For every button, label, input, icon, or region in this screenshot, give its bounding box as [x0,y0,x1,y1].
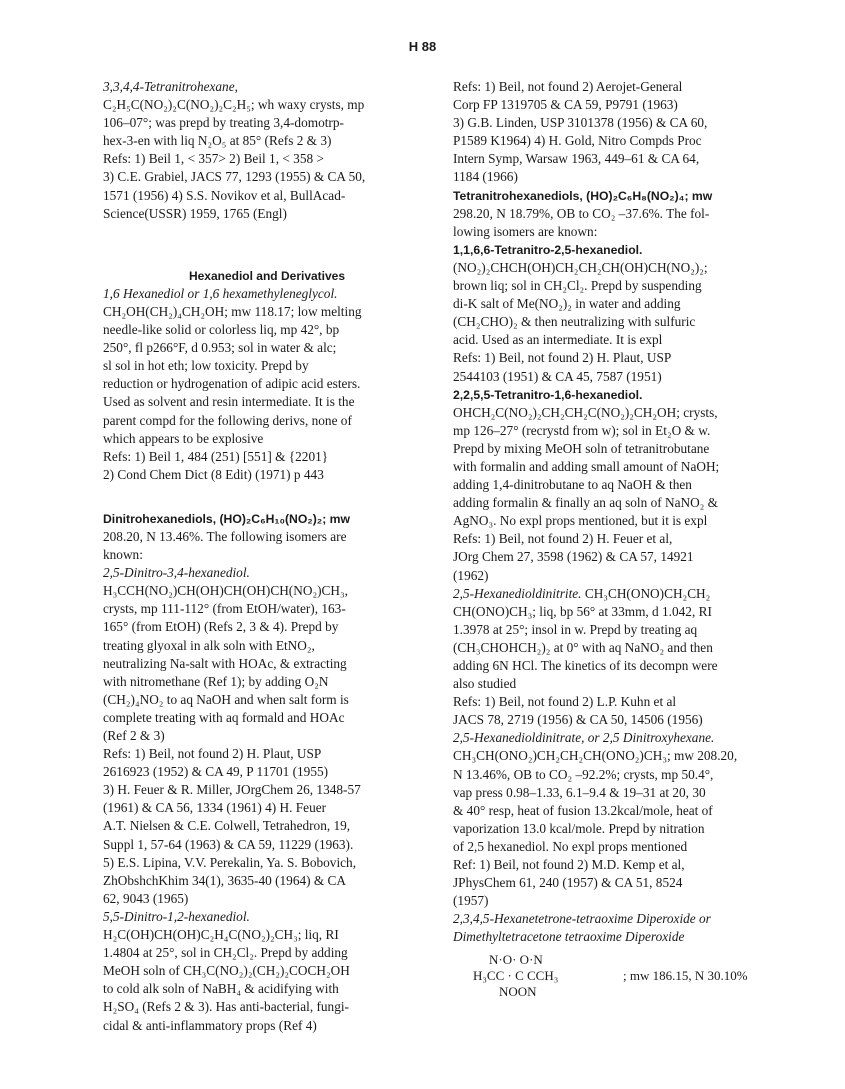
entry-hexanediol [103,285,431,484]
entry-line: JPhysChem 61, 240 (1957) & CA 51, 8524 [453,875,683,891]
entry-line: treating glyoxal in alk soln with EtNO₂, [103,637,315,653]
entry-line: with nitromethane (Ref 1); by adding O₂N [103,673,329,689]
entry-line: Refs: 1) Beil, not found 2) H. Feuer et al, [453,531,673,547]
left-column [103,78,431,1035]
entry-title-line [453,585,788,603]
entry-line: (Ref 2 & 3) [103,728,165,743]
entry-line: N 13.46%, OB to CO₂ –92.2%; crysts, mp 50.4°, [453,766,714,782]
entry-line: Ref: 1) Beil, not found 2) M.D. Kemp et al, [453,857,685,873]
entry-line: Corp FP 1319705 & CA 59, P9791 (1963) [453,97,678,113]
entry-line: 1571 (1956) 4) S.S. Novikov et al, BullAcad- [103,187,346,203]
entry-title: 2,3,4,5-Hexanetetrone-tetraoxime Diperoxide or [453,911,711,927]
entry-title: 2,5-Hexanedioldinitrate, or 2,5 Dinitroxyhexane. [453,730,715,746]
entry-line: 250°, fl p266°F, d 0.953; sol in water & alc; [103,340,337,356]
entry-line: crysts, mp 111-112° (from EtOH/water), 163- [103,601,346,617]
entry-line: ZhObshchKhim 34(1), 3635-40 (1964) & CA [103,872,347,888]
entry-hexanedioldinitrite [453,585,788,730]
entry-line: parent compd for the following derivs, none of [103,412,352,428]
entry-line: (CH₃CHOHCH₂)₂ at 0° with aq NaNO₂ and then [453,639,713,655]
structural-formula [453,953,788,1017]
entry-line: Used as solvent and resin intermediate. It is the [103,394,355,410]
entry-line: C₂H₅C(NO₂)₂C(NO₂)₂C₂H₅; wh waxy crysts, mp [103,97,365,113]
entry-line: & 40° resp, heat of fusion 13.2kcal/mole, heat of [453,802,713,818]
entry-title: 2,2,5,5-Tetranitro-1,6-hexanediol. [453,387,643,402]
entry-line: JACS 78, 2719 (1956) & CA 50, 14506 (1956) [453,712,703,728]
entry-title: Tetranitrohexanediols, (HO)₂C₆H₈(NO₂)₄; mw [453,188,713,203]
entry-line: H₂SO₄ (Refs 2 & 3). Has anti-bacterial, fungi- [103,999,349,1015]
continued-refs [453,78,788,187]
entry-line: adding formalin & finally an aq soln of NaNO₂ & [453,495,718,511]
entry-line: AgNO₃. No expl props mentioned, but it is expl [453,513,708,529]
entry-tetranitrohexanediols [453,187,788,241]
entry-line: Refs: 1) Beil, not found 2) H. Plaut, USP [103,746,322,762]
entry-line: (1962) [453,567,489,583]
entry-line: with formalin and adding small amount of NaOH; [453,458,720,474]
entry-dinitrohexanediols [103,510,431,564]
entry-line: brown liq; sol in CH₂Cl₂. Prepd by suspending [453,278,702,294]
entry-line: P1589 K1964) 4) H. Gold, Nitro Compds Proc [453,133,702,149]
entry-title: 1,6 Hexanediol or 1,6 hexamethyleneglycol. [103,285,338,301]
entry-line: di-K salt of Me(NO₂)₂ in water and adding [453,296,681,312]
entry-dinitro-34-hexanediol [103,564,431,908]
entry-line: Refs: 1) Beil 1, 484 (251) [551] & {2201} [103,448,329,464]
structure-middle: H₃CC · C CCH₃ [473,967,559,983]
entry-line: vap press 0.98–1.33, 6.1–9.4 & 19–31 at 20, 30 [453,784,706,800]
entry-line: which appears to be explosive [103,430,264,446]
entry-title: 3,3,4,4-Tetranitrohexane, [103,79,238,94]
entry-title: 2,5-Dinitro-3,4-hexanediol. [103,565,250,581]
entry-line: to cold alk soln of NaBH₄ & acidifying with [103,981,339,997]
entry-line: needle-like solid or colorless liq, mp 42°, bp [103,322,340,338]
entry-line: 2616923 (1952) & CA 49, P 11701 (1955) [103,764,329,780]
entry-title: 5,5-Dinitro-1,2-hexanediol. [103,908,250,924]
entry-line: (1957) [453,893,489,909]
entry-line: of 2,5 hexanediol. No expl props mentioned [453,838,688,854]
molecular-weight: ; mw 186.15, N 30.10% [623,967,748,983]
entry-line: Prepd by mixing MeOH soln of tetranitrobutane [453,440,710,456]
entry-line: 1.3978 at 25°; insol in w. Prepd by treating aq [453,621,698,637]
structure-top: N·O· O·N [489,951,543,967]
entry-line: known: [103,547,143,563]
entry-line: adding 6N HCl. The kinetics of its decompn were [453,658,718,673]
entry-line: neutralizing Na-salt with HOAc, & extracting [103,655,347,671]
entry-line: Intern Symp, Warsaw 1963, 449–61 & CA 64, [453,151,700,167]
entry-tetranitro-25-hexanediol [453,241,788,386]
entry-line: (NO₂)₂CHCH(OH)CH₂CH₂CH(OH)CH(NO₂)₂; [453,259,708,275]
entry-line: acid. Used as an intermediate. It is expl [453,332,663,348]
entry-line: JOrg Chem 27, 3598 (1962) & CA 57, 14921 [453,549,694,565]
structure-bottom: NOON [499,983,537,999]
entry-title-rest: CH₃CH(ONO)CH₂CH₂ [581,585,711,601]
entry-line: 106–07°; was prepd by treating 3,4-domotrp- [103,115,344,131]
entry-line: OHCH₂C(NO₂)₂CH₂CH₂C(NO₂)₂CH₂OH; crysts, [453,404,718,420]
entry-line: complete treating with aq formald and HOAc [103,709,345,725]
entry-line: reduction or hydrogenation of adipic acid esters. [103,376,361,392]
entry-line: CH₂OH(CH₂)₄CH₂OH; mw 118.17; low melting [103,303,362,319]
entry-title: Dinitrohexanediols, (HO)₂C₆H₁₀(NO₂)₂; mw [103,511,350,526]
entry-line: 208.20, N 13.46%. The following isomers are [103,528,347,544]
entry-line: hex-3-en with liq N₂O₅ at 85° (Refs 2 & 3) [103,133,332,149]
entry-line: lowing isomers are known: [453,223,598,239]
entry-line: Refs: 1) Beil, not found 2) H. Plaut, USP [453,350,672,366]
entry-dinitro-12-hexanediol [103,908,431,1035]
entry-line: (1961) & CA 56, 1334 (1961) 4) H. Feuer [103,800,327,816]
entry-tetranitrohexane [103,78,431,223]
entry-line: Refs: 1) Beil, not found 2) Aerojet-General [453,79,683,94]
entry-line: also studied [453,676,517,692]
entry-line: 62, 9043 (1965) [103,890,189,906]
entry-title: 1,1,6,6-Tetranitro-2,5-hexanediol. [453,242,643,257]
entry-line: CH(ONO)CH₃; liq, bp 56° at 33mm, d 1.042, RI [453,603,712,619]
entry-line: 1184 (1966) [453,169,518,185]
entry-line: 2) Cond Chem Dict (8 Edit) (1971) p 443 [103,466,324,482]
page-number: H 88 [408,39,437,54]
entry-line: 3) C.E. Grabiel, JACS 77, 1293 (1955) & CA 50, [103,169,366,185]
entry-line: 1.4804 at 25°, sol in CH₂Cl₂. Prepd by adding [103,945,348,961]
entry-hexanedioldinitrate [453,729,788,910]
entry-line: vaporization 13.0 kcal/mole. Prepd by nitration [453,820,705,836]
entry-line: mp 126–27° (recrystd from w); sol in Et₂O & w. [453,422,711,438]
entry-title: Dimethyltetracetone tetraoxime Diperoxide [453,929,685,945]
entry-line: 165° (from EtOH) (Refs 2, 3 & 4). Prepd by [103,619,339,635]
entry-line: Science(USSR) 1959, 1765 (Engl) [103,205,287,221]
entry-line: 2544103 (1951) & CA 45, 7587 (1951) [453,368,662,384]
right-column [453,78,788,1017]
entry-line: Suppl 1, 57-64 (1963) & CA 59, 11229 (1963). [103,836,354,852]
entry-line: Refs: 1) Beil, not found 2) L.P. Kuhn et al [453,694,677,710]
entry-line: cidal & anti-inflammatory props (Ref 4) [103,1017,317,1033]
entry-line: (CH₂CHO)₂ & then neutralizing with sulfuric [453,314,696,330]
section-heading: Hexanediol and Derivatives [188,268,346,283]
entry-line: sl sol in hot eth; low toxicity. Prepd by [103,358,309,374]
entry-hexanetetrone-tetraoxime [453,910,788,1016]
entry-line: 3) G.B. Linden, USP 3101378 (1956) & CA 60, [453,115,708,131]
entry-line: 3) H. Feuer & R. Miller, JOrgChem 26, 1348-57 [103,782,361,798]
entry-line: 298.20, N 18.79%, OB to CO₂ –37.6%. The fol- [453,205,710,221]
entry-line: CH₃CH(ONO₂)CH₂CH₂CH(ONO₂)CH₃; mw 208.20, [453,748,738,764]
entry-line: MeOH soln of CH₃C(NO₂)₂(CH₂)₂COCH₂OH [103,963,350,979]
entry-title: 2,5-Hexanedioldinitrite. [453,585,582,601]
entry-line: A.T. Nielsen & C.E. Colwell, Tetrahedron, 19, [103,818,351,834]
entry-line: H₃CCH(NO₂)CH(OH)CH(OH)CH(NO₂)CH₃, [103,583,348,599]
entry-line: adding 1,4-dinitrobutane to aq NaOH & then [453,477,692,493]
entry-line: Refs: 1) Beil 1, < 357> 2) Beil 1, < 358 > [103,151,324,167]
entry-line: 5) E.S. Lipina, V.V. Perekalin, Ya. S. Bobovich, [103,854,357,870]
entry-line: H₂C(OH)CH(OH)C₂H₄C(NO₂)₂CH₃; liq, RI [103,927,339,943]
entry-line: (CH₂)₄NO₂ to aq NaOH and when salt form is [103,691,349,707]
entry-tetranitro-16-hexanediol [453,386,788,585]
